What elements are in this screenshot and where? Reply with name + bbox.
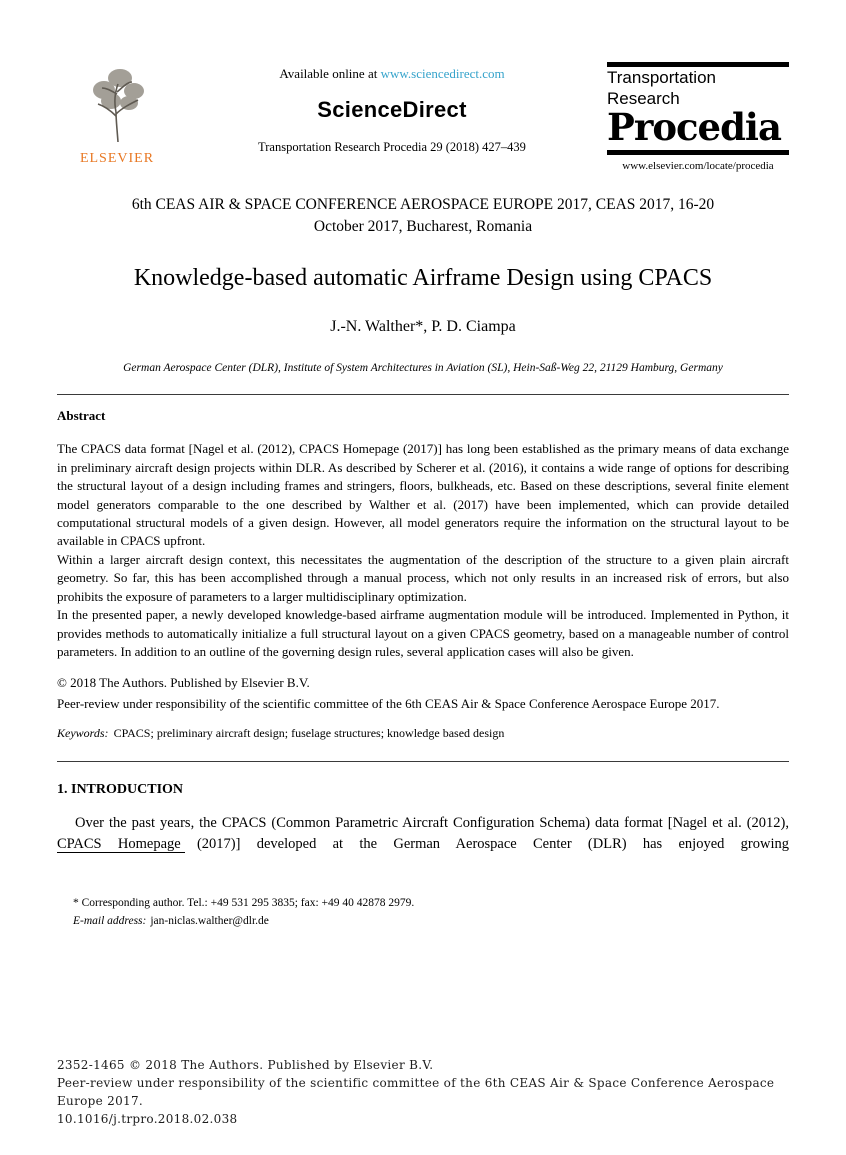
abstract-bottom-divider xyxy=(57,761,789,762)
abstract-paragraph-2: Within a larger aircraft design context, this necessitates the augmentation of the description of the structure to a given plain aircraft geometry. So far, this has been accomplished through a manual process, which not only results in an increased risk of errors, but also prohibits the exposure of parameters to a larger multidisciplinary optimization. xyxy=(57,551,789,604)
sciencedirect-logo: ScienceDirect xyxy=(317,97,467,122)
email-address: jan-niclas.walther@dlr.de xyxy=(150,914,269,927)
elsevier-tree-icon xyxy=(82,64,152,144)
abstract-paragraph-3: In the presented paper, a newly developed knowledge-based airframe augmentation module will be introduced. Implemented in Python, it provides methods to automatically initialize a full structural layout on a given CPACS geometry, based on a manageable number of control parameters. In addition to an outline of the governing design rules, several application cases will also be given. xyxy=(57,607,789,660)
page-content xyxy=(57,58,789,855)
footnote-text xyxy=(57,895,507,931)
conference-line2: October 2017, Bucharest, Romania xyxy=(313,217,533,235)
procedia-bottom-bar xyxy=(607,150,789,155)
affiliation-line: German Aerospace Center (DLR), Institute of System Architectures in Aviation (SL), Hein-Saß-Weg 22, 21129 Hamburg, Germany xyxy=(123,362,723,375)
journal-reference: Transportation Research Procedia 29 (2018) 427–439 xyxy=(258,140,526,154)
procedia-logo xyxy=(607,58,789,172)
keywords-line xyxy=(57,726,789,741)
header-center xyxy=(177,58,607,155)
available-online-line xyxy=(177,66,607,82)
keywords-text: CPACS; preliminary aircraft design; fuselage structures; knowledge based design xyxy=(113,725,505,740)
footer-issn-line: 2352-1465 © 2018 The Authors. Published by Elsevier B.V. xyxy=(57,1058,434,1072)
sciencedirect-link[interactable]: www.sciencedirect.com xyxy=(380,66,505,81)
section-1-heading: 1. INTRODUCTION xyxy=(57,781,184,797)
procedia-wordmark: Procedia xyxy=(607,105,781,150)
peer-review-line: Peer-review under responsibility of the scientific committee of the 6th CEAS Air & Space Conference Aerospace Europe 2017. xyxy=(57,695,720,711)
conference-heading xyxy=(57,194,789,237)
elsevier-logo xyxy=(57,58,177,167)
footnote-block xyxy=(57,852,507,931)
keywords-label: Keywords: xyxy=(57,725,109,740)
abstract-body xyxy=(57,440,789,661)
conference-line1: 6th CEAS AIR & SPACE CONFERENCE AEROSPACE EUROPE 2017, CEAS 2017, 16-20 xyxy=(131,195,715,213)
procedia-url-link[interactable]: www.elsevier.com/locate/procedia xyxy=(622,159,774,172)
footnote-divider xyxy=(57,852,185,853)
abstract-heading: Abstract xyxy=(57,408,106,424)
email-label: E-mail address: xyxy=(73,914,147,927)
corresponding-author-line: * Corresponding author. Tel.: +49 531 295 3835; fax: +49 40 42878 2979. xyxy=(73,897,415,909)
footer-peer-review-line: Peer-review under responsibility of the scientific committee of the 6th CEAS Air & Space Conference Aerospace Europe 2017. xyxy=(57,1076,775,1108)
paper-title: Knowledge-based automatic Airframe Design using CPACS xyxy=(133,265,713,292)
footer-doi: 10.1016/j.trpro.2018.02.038 xyxy=(57,1112,238,1126)
abstract-paragraph-1: The CPACS data format [Nagel et al. (2012), CPACS Homepage (2017)] has long been established as the primary means of data exchange in preliminary aircraft design projects within DLR. As described by Scherer et al. (2016), it contains a wide range of options for describing the structural layout of a design including frames and stringers, floors, bulkheads, etc. Based on these descriptions, several finite element model generators comparable to the one described by Walther et al. (2017) have been implemented, which can provide detailed computational structural models of a given design. However, all model generators require the information on the structural layout to be available in CPACS upfront. xyxy=(57,441,789,549)
abstract-top-divider xyxy=(57,394,789,395)
section-1-paragraph: Over the past years, the CPACS (Common Parametric Aircraft Configuration Schema) data format [Nagel et al. (2012), CPACS Homepage (2017)] developed at the German Aerospace Center (DLR) has enjoyed growing xyxy=(57,814,789,852)
procedia-top-bar xyxy=(607,62,789,67)
available-online-label: Available online at xyxy=(279,66,378,81)
email-line xyxy=(73,913,507,931)
copyright-line: © 2018 The Authors. Published by Elsevier B.V. xyxy=(57,674,310,690)
elsevier-wordmark: ELSEVIER xyxy=(79,151,155,166)
procedia-line2: Research xyxy=(607,88,680,108)
page-footer xyxy=(57,1056,789,1128)
authors-line: J.-N. Walther*, P. D. Ciampa xyxy=(330,318,516,336)
procedia-line1: Transportation xyxy=(607,68,716,87)
journal-header xyxy=(57,58,789,172)
